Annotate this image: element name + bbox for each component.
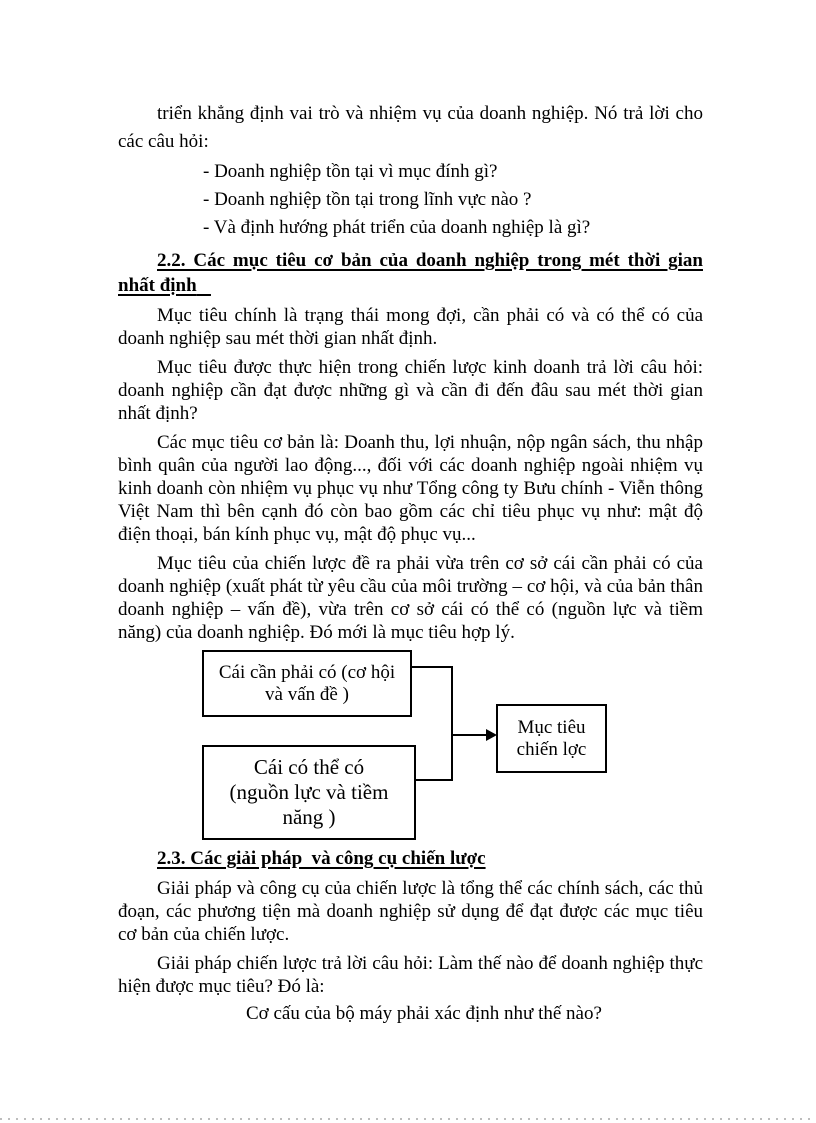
body-paragraph: Giải pháp và công cụ của chiến lược là tổng thể các chính sách, các thủ đoạn, các phương tiện mà doanh nghiệp sử dụng để đạt được các mục tiêu cơ bản của chiến lược. [118,878,703,945]
bullet-item: - Doanh nghiệp tồn tại vì mục đính gì? [203,161,498,182]
section-2-2-heading-line-1: 2.2. Các mục tiêu cơ bản của doanh nghiệp trong mét thời gian [157,250,703,271]
diagram-box-text-line: chiến lợc [516,738,587,760]
section-2-3-heading: 2.3. Các giải pháp và công cụ chiến lược [157,848,486,869]
page-break-dotted-line [0,1118,816,1120]
diagram-box-text-line: và vấn đề ) [265,683,349,705]
diagram-box-strategic-goal [496,704,607,773]
body-paragraph: Giải pháp chiến lược trả lời câu hỏi: Làm thế nào để doanh nghiệp thực hiện được mục tiêu? Đó là: [118,953,703,997]
page-content [118,100,703,1028]
diagram-box-text-line: Cái có thể có [253,755,365,779]
body-paragraph: Mục tiêu được thực hiện trong chiến lược kinh doanh trả lời câu hỏi: doanh nghiệp cần đạt được những gì và cần đi đến đâu sau mét thời gian nhất định? [118,357,703,424]
strategy-goal-diagram [118,650,703,842]
section-2-2-heading-line-2: nhất định [118,275,197,296]
diagram-box-can-have [202,745,416,840]
section-2-2-body [118,304,703,644]
bullet-item: - Doanh nghiệp tồn tại trong lĩnh vực nào ? [203,189,532,210]
structure-question-line: Cơ cấu của bộ máy phải xác định như thế nào? [246,1003,602,1024]
diagram-box-must-have [202,650,412,717]
body-paragraph: Mục tiêu chính là trạng thái mong đợi, cần phải có và có thể có của doanh nghiệp sau mét thời gian nhất định. [118,305,703,349]
section-2-3-body [118,877,703,998]
diagram-box-text-line: Mục tiêu [517,716,586,738]
diagram-arrow-shaft [453,734,486,736]
bullet-item: - Và định hướng phát triển của doanh nghiệp là gì? [203,217,591,238]
body-paragraph: Mục tiêu của chiến lược đề ra phải vừa trên cơ sở cái cần phải có của doanh nghiệp (xuất phát từ yêu cầu của môi trường – cơ hội, và của bản thân doanh nghiệp – vấn đề), vừa trên cơ sở cái có thể có (nguồn lực và tiềm năng) của doanh nghiệp. Đó mới là mục tiêu hợp lý. [118,553,703,643]
body-paragraph: Các mục tiêu cơ bản là: Doanh thu, lợi nhuận, nộp ngân sách, thu nhập bình quân của người lao động..., đối với các doanh nghiệp ngoài nhiệm vụ kinh doanh còn nhiệm vụ phục vụ như Tổng công ty Bưu chính - Viễn thông Việt Nam thì bên cạnh đó còn bao gồm các chỉ tiêu phục vụ như: mật độ điện thoại, bán kính phục vụ, mật độ phục vụ... [118,432,703,545]
diagram-connector-top [412,666,453,668]
diagram-box-text-line: (nguồn lực và tiềm [229,780,389,804]
diagram-box-text-line: năng ) [282,805,336,829]
arrow-right-icon [486,729,497,741]
question-bullet-list [118,158,703,242]
diagram-box-text-line: Cái cần phải có (cơ hội [218,661,396,683]
intro-paragraph: triển khẳng định vai trò và nhiệm vụ của doanh nghiệp. Nó trả lời cho các câu hỏi: [118,103,703,152]
section-2-2-heading [118,248,703,298]
diagram-connector-bottom [416,779,453,781]
diagram-connector-vertical [451,666,453,781]
